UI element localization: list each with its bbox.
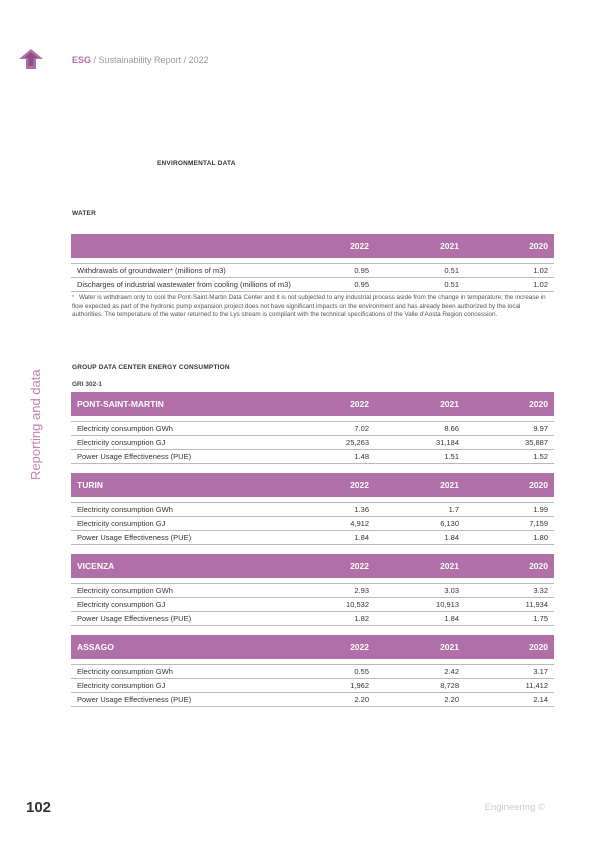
row-label: Power Usage Effectiveness (PUE) — [77, 533, 192, 542]
energy-table-header — [71, 635, 554, 659]
table-row — [71, 436, 554, 450]
cell-value: 1.51 — [444, 452, 459, 461]
table-row — [71, 531, 554, 545]
cell-value: 9.97 — [533, 424, 548, 433]
table-row — [71, 612, 554, 626]
column-header: 2021 — [440, 241, 459, 251]
cell-value: 1.36 — [354, 505, 369, 514]
header-brand: ESG — [72, 55, 92, 65]
table-row — [71, 450, 554, 464]
energy-table-vicenza — [71, 554, 554, 626]
row-label: Electricity consumption GJ — [77, 519, 166, 528]
row-label: Power Usage Effectiveness (PUE) — [77, 452, 192, 461]
cell-value: 7.02 — [354, 424, 369, 433]
cell-value: 7,159 — [529, 519, 548, 528]
water-table — [71, 234, 554, 292]
table-row — [71, 264, 554, 278]
cell-value: 0.51 — [444, 266, 459, 275]
cell-value: 1.52 — [533, 452, 548, 461]
cell-value: 2.42 — [444, 667, 459, 676]
cell-value: 35,887 — [525, 438, 548, 447]
cell-value: 2.14 — [533, 695, 548, 704]
footnote-text: Water is withdrawn only to cool the Pont-Saint-Martin Data Center and it is not subjected to any industrial process aside from the change in temperature; the increase in flow expected as part of the hydronic pump expansion project does not have significant impacts on the environment and has already been authorized by the local authorities. The temperature of the water returned to the Lys stream is compliant with the technical specifications of the Valle d'Aosta Region concession. — [72, 294, 546, 319]
cell-value: 4,912 — [350, 519, 369, 528]
energy-table-turin — [71, 473, 554, 545]
cell-value: 2.93 — [354, 586, 369, 595]
table-row — [71, 517, 554, 531]
cell-value: 1.84 — [354, 533, 369, 542]
cell-value: 1.02 — [533, 280, 548, 289]
row-label: Discharges of industrial wastewater from cooling (millions of m3) — [77, 280, 291, 289]
column-header: 2020 — [529, 399, 548, 409]
cell-value: 0.95 — [354, 280, 369, 289]
cell-value: 1.99 — [533, 505, 548, 514]
cell-value: 25,263 — [346, 438, 369, 447]
header-title: / Sustainability Report / 2022 — [93, 55, 209, 65]
table-row — [71, 278, 554, 292]
cell-value: 1.7 — [448, 505, 459, 514]
column-header: 2020 — [529, 480, 548, 490]
footnote-mark: * — [72, 295, 74, 301]
column-header: 2020 — [529, 561, 548, 571]
cell-value: 2.20 — [354, 695, 369, 704]
row-label: Electricity consumption GWh — [77, 667, 173, 676]
column-header: 2020 — [529, 642, 548, 652]
site-name: ASSAGO — [77, 642, 114, 652]
cell-value: 0.51 — [444, 280, 459, 289]
column-header: 2021 — [440, 642, 459, 652]
row-label: Electricity consumption GJ — [77, 600, 166, 609]
cell-value: 3.32 — [533, 586, 548, 595]
cell-value: 10,913 — [436, 600, 459, 609]
column-header: 2022 — [350, 399, 369, 409]
cell-value: 1,962 — [350, 681, 369, 690]
cell-value: 31,184 — [436, 438, 459, 447]
table-row — [71, 503, 554, 517]
table-row — [71, 665, 554, 679]
cell-value: 1.75 — [533, 614, 548, 623]
gri-reference: GRI 302-1 — [72, 381, 102, 388]
column-header: 2022 — [350, 241, 369, 251]
row-label: Withdrawals of groundwater* (millions of m3) — [77, 266, 226, 275]
cell-value: 8.66 — [444, 424, 459, 433]
cell-value: 0.95 — [354, 266, 369, 275]
cell-value: 10,532 — [346, 600, 369, 609]
report-header — [72, 55, 209, 65]
row-label: Electricity consumption GWh — [77, 505, 173, 514]
row-label: Power Usage Effectiveness (PUE) — [77, 614, 192, 623]
column-header: 2022 — [350, 642, 369, 652]
water-footnote — [72, 294, 550, 320]
table-row — [71, 679, 554, 693]
row-label: Electricity consumption GJ — [77, 438, 166, 447]
cell-value: 1.84 — [444, 533, 459, 542]
cell-value: 1.80 — [533, 533, 548, 542]
column-header: 2021 — [440, 399, 459, 409]
row-label: Power Usage Effectiveness (PUE) — [77, 695, 192, 704]
cell-value: 6,130 — [440, 519, 459, 528]
site-name: PONT-SAINT-MARTIN — [77, 399, 164, 409]
column-header: 2021 — [440, 480, 459, 490]
water-title: WATER — [72, 210, 96, 217]
energy-title: GROUP DATA CENTER ENERGY CONSUMPTION — [72, 364, 230, 371]
cell-value: 3.03 — [444, 586, 459, 595]
cell-value: 11,412 — [525, 681, 548, 690]
energy-table-pont-saint-martin — [71, 392, 554, 464]
cell-value: 8,728 — [440, 681, 459, 690]
water-table-header — [71, 234, 554, 258]
cell-value: 2.20 — [444, 695, 459, 704]
table-row — [71, 584, 554, 598]
energy-table-assago — [71, 635, 554, 707]
energy-table-header — [71, 554, 554, 578]
energy-table-header — [71, 473, 554, 497]
cell-value: 0.55 — [354, 667, 369, 676]
section-title: ENVIRONMENTAL DATA — [157, 160, 236, 167]
table-row — [71, 422, 554, 436]
energy-table-header — [71, 392, 554, 416]
cell-value: 1.48 — [354, 452, 369, 461]
cell-value: 1.82 — [354, 614, 369, 623]
site-name: VICENZA — [77, 561, 115, 571]
column-header: 2021 — [440, 561, 459, 571]
row-label: Electricity consumption GWh — [77, 424, 173, 433]
page-number: 102 — [26, 799, 52, 816]
column-header: 2022 — [350, 480, 369, 490]
cell-value: 11,934 — [525, 600, 548, 609]
table-row — [71, 598, 554, 612]
column-header: 2022 — [350, 561, 369, 571]
table-row — [71, 693, 554, 707]
footer-brand: Engineering © — [484, 802, 545, 813]
cell-value: 1.84 — [444, 614, 459, 623]
row-label: Electricity consumption GWh — [77, 586, 173, 595]
cell-value: 3.17 — [533, 667, 548, 676]
cell-value: 1.02 — [533, 266, 548, 275]
column-header: 2020 — [529, 241, 548, 251]
side-label: Reporting and data — [28, 369, 43, 480]
arrow-logo-icon — [19, 49, 43, 69]
row-label: Electricity consumption GJ — [77, 681, 166, 690]
site-name: TURIN — [77, 480, 103, 490]
